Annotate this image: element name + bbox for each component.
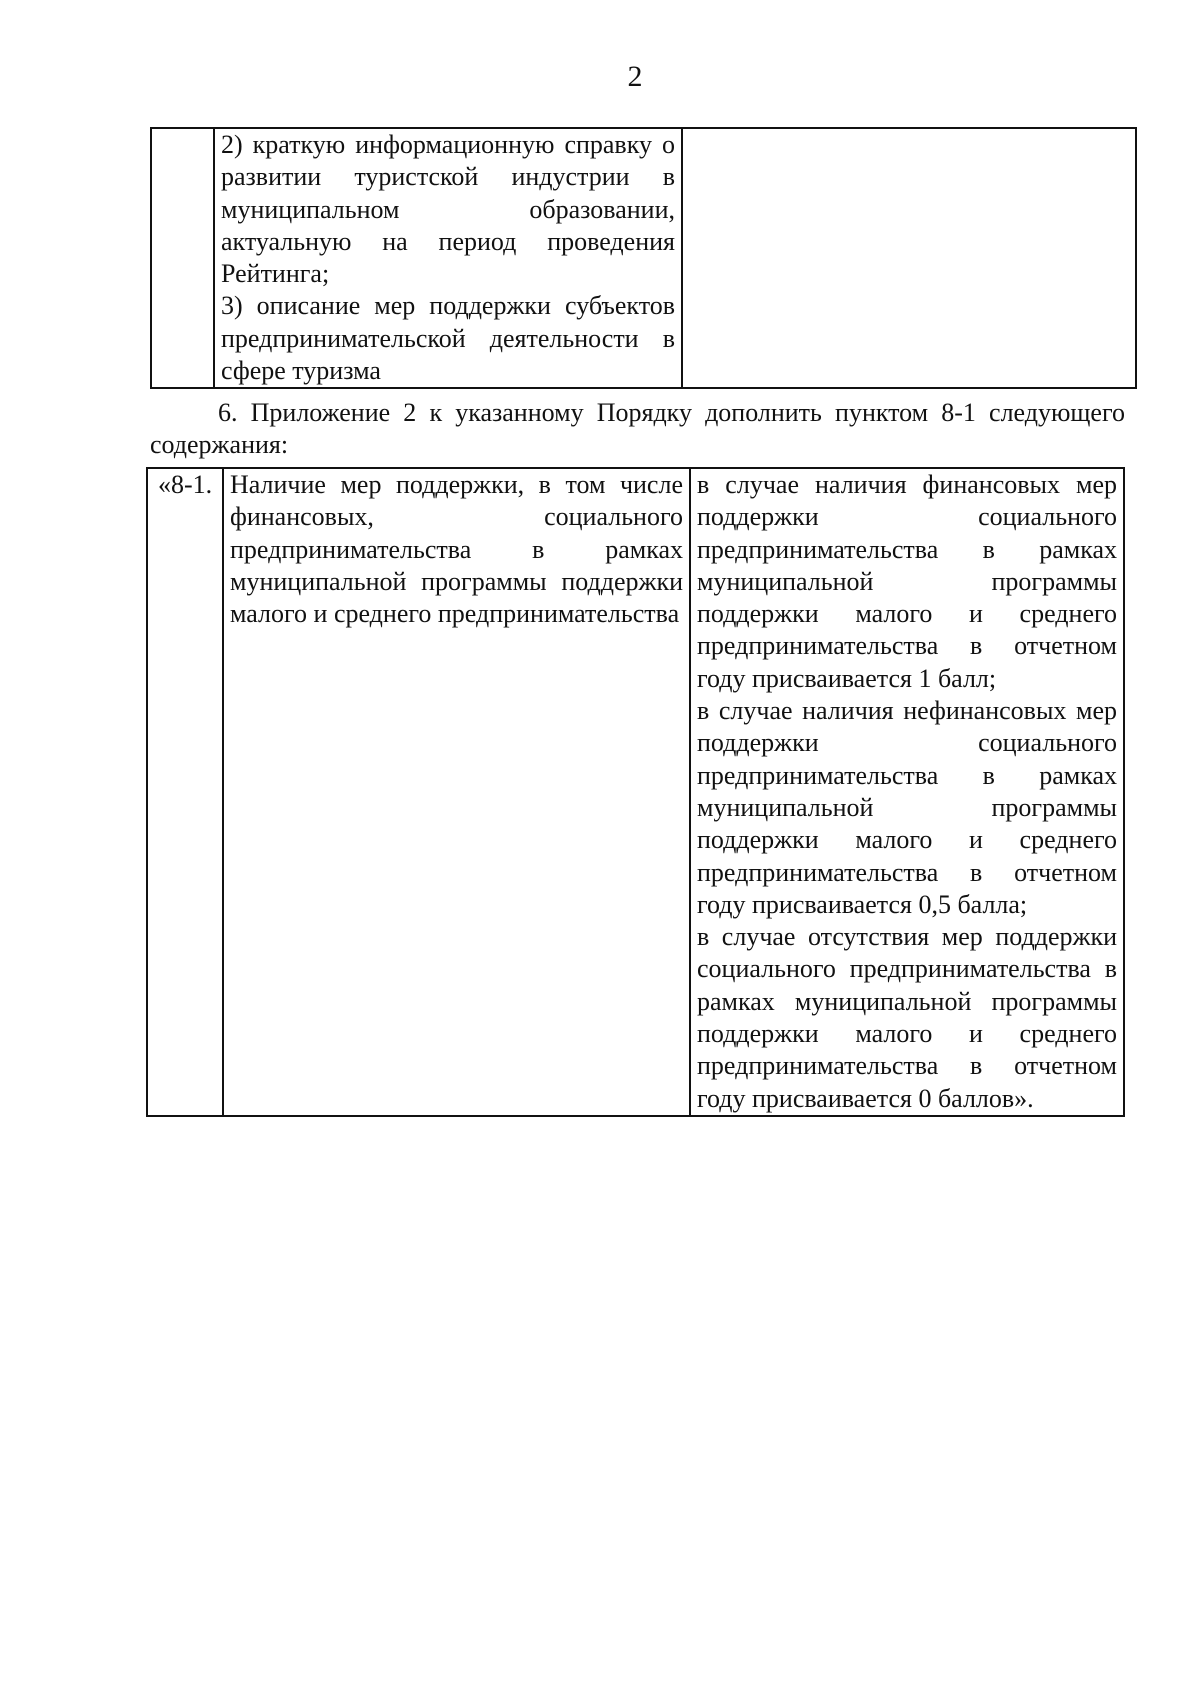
- item-number: «8-1.: [147, 468, 223, 1116]
- paragraph-6: 6. Приложение 2 к указанному Порядку дополнить пунктом 8-1 следующего содержания:: [150, 398, 1125, 459]
- scoring-rules: [690, 468, 1124, 1116]
- table-cell-number: [151, 128, 214, 388]
- table-row: [147, 468, 1124, 1116]
- table-cell-empty: [682, 128, 1136, 388]
- scoring-rule-nonfinancial: в случае наличия нефинансовых мер поддержки социального предпринимательства в рамках муниципальной программы поддержки малого и среднего предпринимательства в отчетном году присваивается 0,5 балла;: [697, 696, 1117, 919]
- criteria-table-new-item: [146, 467, 1125, 1117]
- criteria-table-continuation: [150, 127, 1137, 389]
- indicator-description: Наличие мер поддержки, в том числе финансовых, социального предпринимательства в рамках муниципальной программы поддержки малого и среднего предпринимательства: [223, 468, 690, 1116]
- table-row: [151, 128, 1136, 388]
- page-number: 2: [627, 60, 643, 93]
- scoring-rule-absent: в случае отсутствия мер поддержки социального предпринимательства в рамках муниципальной программы поддержки малого и среднего предпринимательства в отчетном году присваивается 0 баллов».: [697, 922, 1117, 1113]
- list-item-3: 3) описание мер поддержки субъектов предпринимательской деятельности в сфере туризма: [221, 291, 675, 386]
- list-item-2: 2) краткую информационную справку о развитии туристской индустрии в муниципальном образовании, актуальную на период проведения Рейтинга;: [221, 130, 675, 289]
- table-cell-documents: [214, 128, 682, 388]
- scoring-rule-financial: в случае наличия финансовых мер поддержки социального предпринимательства в рамках муниципальной программы поддержки малого и среднего предпринимательства в отчетном году присваивается 1 балл;: [697, 470, 1117, 693]
